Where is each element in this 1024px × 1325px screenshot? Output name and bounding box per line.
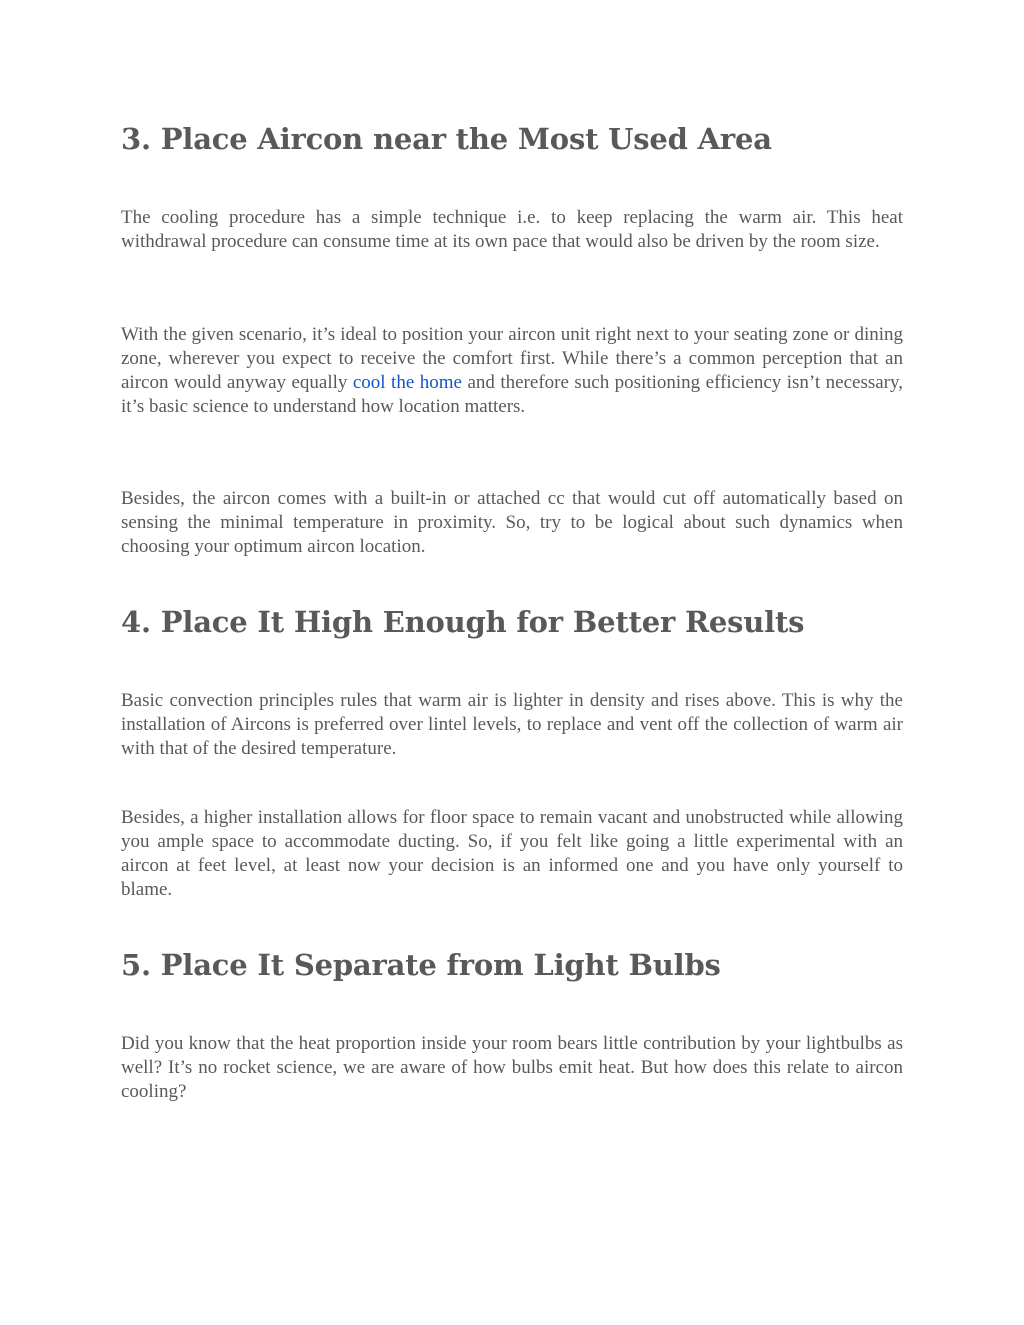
section-heading-aircon-location: 3. Place Aircon near the Most Used Area — [121, 122, 772, 156]
paragraph-thermostat: Besides, the aircon comes with a built-in or attached cc that would cut off automatically based on sensing the minimal temperature in proximity. So, try to be logical about such dynamics when choosing your optimum aircon location. — [121, 488, 903, 557]
paragraph-text: and therefore such positioning efficiency isn’t necessary, it’s basic science to understand how location matters. — [121, 372, 904, 417]
paragraph-floor-space: Besides, a higher installation allows for floor space to remain vacant and unobstructed while allowing you ample space to accommodate ducting. So, if you felt like going a little experimental with an aircon at feet level, at least now your decision is an informed one and you have only yourself to blame. — [121, 807, 903, 900]
paragraph-cooling-procedure: The cooling procedure has a simple technique i.e. to keep replacing the warm air. This heat withdrawal procedure can consume time at its own pace that would also be driven by the room size. — [121, 207, 903, 252]
paragraph-light-bulbs: Did you know that the heat proportion inside your room bears little contribution by your lightbulbs as well? It’s no rocket science, we are aware of how bulbs emit heat. But how does this relate to aircon cooling? — [121, 1033, 903, 1102]
paragraph-text: With the given scenario, it’s ideal to position your aircon unit right next to your seating zone or dining zone, wherever you expect to receive the comfort first. While there’s a common perception that an aircon would anyway equally — [121, 324, 903, 393]
paragraph-seating-zone — [121, 323, 903, 419]
cool-the-home-link[interactable]: cool the home — [352, 372, 462, 393]
section-heading-high-placement: 4. Place It High Enough for Better Results — [121, 605, 805, 639]
paragraph-convection: Basic convection principles rules that warm air is lighter in density and rises above. This is why the installation of Aircons is preferred over lintel levels, to replace and vent off the collection of warm air with that of the desired temperature. — [121, 690, 903, 759]
section-heading-light-bulbs: 5. Place It Separate from Light Bulbs — [121, 948, 721, 982]
